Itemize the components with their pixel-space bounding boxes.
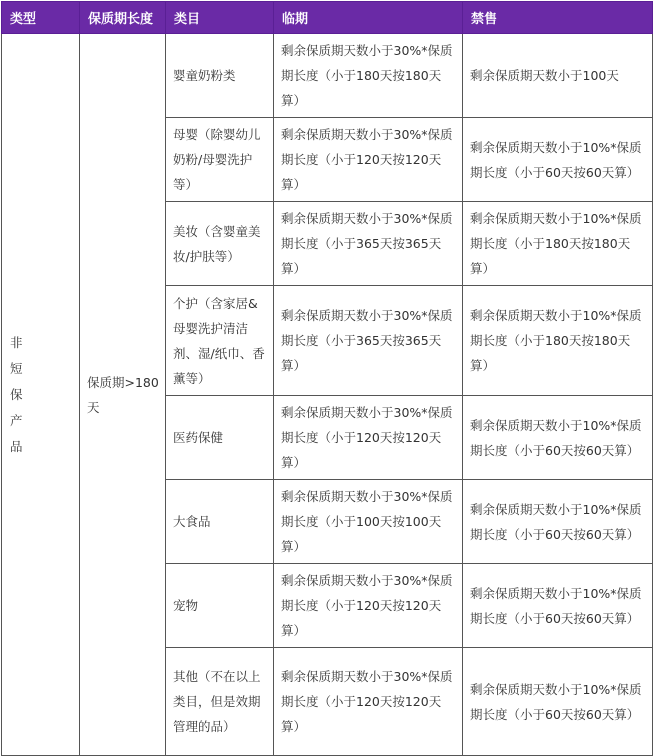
near-expiry-cell: 剩余保质期天数小于30%*保质期长度（小于120天按120天算）	[274, 118, 463, 202]
near-expiry-cell: 剩余保质期天数小于30%*保质期长度（小于180天按180天算）	[274, 34, 463, 118]
category-cell: 其他（不在以上类目，但是效期管理的品）	[166, 648, 274, 756]
header-category: 类目	[166, 2, 274, 34]
banned-cell: 剩余保质期天数小于10%*保质期长度（小于60天按60天算）	[463, 648, 653, 756]
category-cell: 婴童奶粉类	[166, 34, 274, 118]
banned-cell: 剩余保质期天数小于10%*保质期长度（小于180天按180天算）	[463, 202, 653, 286]
shelf-life-cell	[80, 34, 166, 756]
shelf-life-table	[1, 1, 653, 756]
category-cell: 宠物	[166, 564, 274, 648]
near-expiry-cell: 剩余保质期天数小于30%*保质期长度（小于120天按120天算）	[274, 564, 463, 648]
header-near-expiry: 临期	[274, 2, 463, 34]
banned-cell: 剩余保质期天数小于10%*保质期长度（小于60天按60天算）	[463, 480, 653, 564]
banned-cell: 剩余保质期天数小于10%*保质期长度（小于60天按60天算）	[463, 118, 653, 202]
banned-cell: 剩余保质期天数小于10%*保质期长度（小于60天按60天算）	[463, 396, 653, 480]
banned-cell: 剩余保质期天数小于100天	[463, 34, 653, 118]
type-cell	[2, 34, 80, 756]
header-banned: 禁售	[463, 2, 653, 34]
banned-cell: 剩余保质期天数小于10%*保质期长度（小于180天按180天算）	[463, 286, 653, 396]
table-header-row	[2, 2, 653, 34]
header-type: 类型	[2, 2, 80, 34]
banned-cell: 剩余保质期天数小于10%*保质期长度（小于60天按60天算）	[463, 564, 653, 648]
near-expiry-cell: 剩余保质期天数小于30%*保质期长度（小于120天按120天算）	[274, 648, 463, 756]
header-shelf-life: 保质期长度	[80, 2, 166, 34]
near-expiry-cell: 剩余保质期天数小于30%*保质期长度（小于100天按100天算）	[274, 480, 463, 564]
category-cell: 美妆（含婴童美妆/护肤等）	[166, 202, 274, 286]
category-cell: 大食品	[166, 480, 274, 564]
category-cell: 医药保健	[166, 396, 274, 480]
near-expiry-cell: 剩余保质期天数小于30%*保质期长度（小于120天按120天算）	[274, 396, 463, 480]
near-expiry-cell: 剩余保质期天数小于30%*保质期长度（小于365天按365天算）	[274, 286, 463, 396]
table-row	[2, 34, 653, 118]
shelf-life-text: 保质期>180天	[87, 374, 159, 415]
near-expiry-cell: 剩余保质期天数小于30%*保质期长度（小于365天按365天算）	[274, 202, 463, 286]
type-text: 非短保产品	[10, 334, 23, 454]
category-cell: 母婴（除婴幼儿奶粉/母婴洗护等）	[166, 118, 274, 202]
category-cell: 个护（含家居&母婴洗护清洁剂、湿/纸巾、香薰等）	[166, 286, 274, 396]
